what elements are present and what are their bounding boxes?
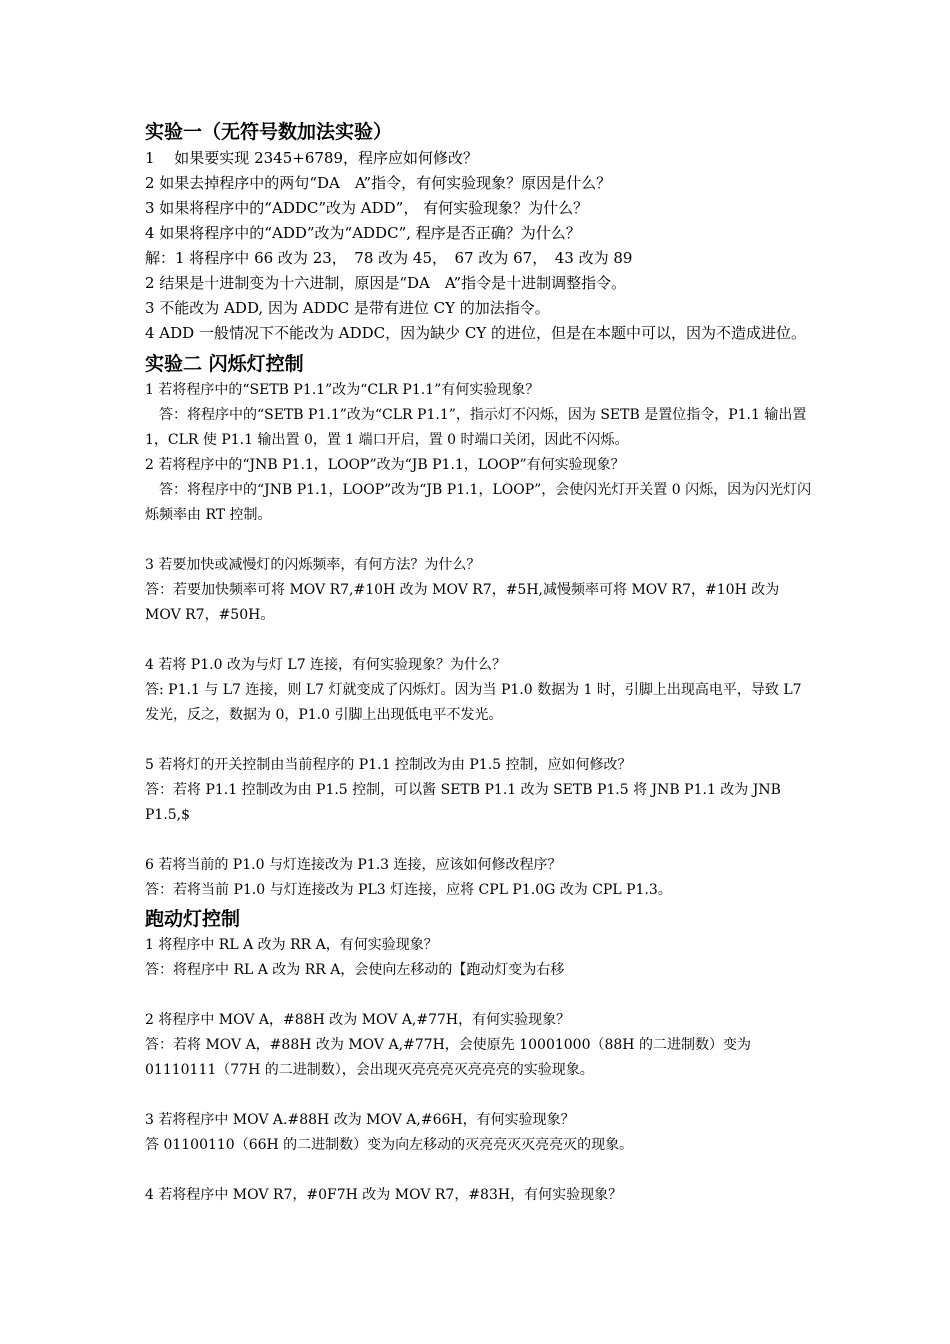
s3-question-1: 1 将程序中 RL A 改为 RR A，有何实验现象？ — [145, 937, 438, 953]
paragraph-gap — [145, 728, 815, 753]
paragraph-gap — [145, 983, 815, 1008]
s2-question-6: 6 若将当前的 P1.0 与灯连接改为 P1.3 连接，应该如何修改程序？ — [145, 857, 562, 873]
section-1-title: 实验一（无符号数加法实验） — [145, 121, 393, 143]
section-3-title: 跑动灯控制 — [145, 908, 241, 930]
s1-answer-1: 解：1 将程序中 66 改为 23， 78 改为 45， 67 改为 67， 43 改为 89 — [145, 249, 633, 267]
s2-question-5: 5 若将灯的开关控制由当前程序的 P1.1 控制改为由 P1.5 控制，应如何修改？ — [145, 757, 632, 773]
s2-question-2: 2 若将程序中的“JNB P1.1，LOOP”改为“JB P1.1，LOOP”有何实验现象？ — [145, 457, 625, 473]
s1-question-4: 4 如果将程序中的“ADD”改为“ADDC”, 程序是否正确？为什么？ — [145, 224, 581, 242]
s3-question-4: 4 若将程序中 MOV R7，#0F7H 改为 MOV R7，#83H，有何实验现象？ — [145, 1187, 623, 1203]
s3-question-3: 3 若将程序中 MOV A.#88H 改为 MOV A,#66H，有何实验现象？ — [145, 1112, 575, 1128]
paragraph-gap — [145, 528, 815, 553]
s2-question-4: 4 若将 P1.0 改为与灯 L7 连接，有何实验现象？为什么？ — [145, 657, 507, 673]
section-2-title: 实验二 闪烁灯控制 — [145, 353, 304, 375]
s1-question-3: 3 如果将程序中的“ADDC”改为 ADD”， 有何实验现象？为什么？ — [145, 199, 589, 217]
paragraph-gap — [145, 1083, 815, 1108]
s2-answer-4: 答: P1.1 与 L7 连接，则 L7 灯就变成了闪烁灯。因为当 P1.0 数据为 1 时，引脚上出现高电平，导致 L7 发光，反之，数据为 0，P1.0 引脚上出现低电平不发光。 — [145, 682, 802, 723]
s1-question-2: 2 如果去掉程序中的两句“DA A”指令，有何实验现象？原因是什么？ — [145, 174, 612, 192]
s2-question-3: 3 若要加快或减慢灯的闪烁频率，有何方法？为什么？ — [145, 557, 481, 573]
paragraph-gap — [145, 628, 815, 653]
s2-answer-5: 答：若将 P1.1 控制改为由 P1.5 控制，可以酱 SETB P1.1 改为 SETB P1.5 将 JNB P1.1 改为 JNB P1.5,$ — [145, 782, 781, 823]
s1-question-1: 1 如果要实现 2345+6789，程序应如何修改？ — [145, 149, 478, 167]
s3-answer-1: 答：将程序中 RL A 改为 RR A，会使向左移动的【跑动灯变为右移 — [145, 962, 565, 978]
s3-answer-3: 答 01100110（66H 的二进制数）变为向左移动的灭亮亮灭灭亮亮灭的现象。 — [145, 1137, 634, 1153]
s3-question-2: 2 将程序中 MOV A，#88H 改为 MOV A,#77H，有何实验现象？ — [145, 1012, 571, 1028]
s2-answer-1: 答：将程序中的“SETB P1.1”改为“CLR P1.1”，指示灯不闪烁，因为 SETB 是置位指令，P1.1 输出置 1，CLR 使 P1.1 输出置 0，置 1 端口开启，置 0 时端口关闭，因此不闪烁。 — [145, 407, 807, 448]
document-page — [145, 118, 815, 1208]
s1-answer-4: 4 ADD 一般情况下不能改为 ADDC，因为缺少 CY 的进位，但是在本题中可以，因为不造成进位。 — [145, 324, 807, 342]
paragraph-gap — [145, 828, 815, 853]
s2-answer-6: 答：若将当前 P1.0 与灯连接改为 PL3 灯连接，应将 CPL P1.0G 改为 CPL P1.3。 — [145, 882, 672, 898]
s2-question-1: 1 若将程序中的“SETB P1.1”改为“CLR P1.1”有何实验现象？ — [145, 382, 540, 398]
s1-answer-2: 2 结果是十进制变为十六进制，原因是“DA A”指令是十进制调整指令。 — [145, 274, 627, 292]
s3-answer-2: 答：若将 MOV A，#88H 改为 MOV A,#77H，会使原先 10001000（88H 的二进制数）变为 01110111（77H 的二进制数），会出现灭亮亮亮灭亮亮亮的实验现象。 — [145, 1037, 751, 1078]
s2-answer-3: 答：若要加快频率可将 MOV R7,#10H 改为 MOV R7，#5H,减慢频率可将 MOV R7，#10H 改为 MOV R7，#50H。 — [145, 582, 780, 623]
paragraph-gap — [145, 1158, 815, 1183]
s2-answer-2: 答：将程序中的“JNB P1.1，LOOP”改为“JB P1.1，LOOP”，会使闪光灯开关置 0 闪烁，因为闪光灯闪烁频率由 RT 控制。 — [145, 482, 812, 523]
s1-answer-3: 3 不能改为 ADD, 因为 ADDC 是带有进位 CY 的加法指令。 — [145, 299, 550, 317]
